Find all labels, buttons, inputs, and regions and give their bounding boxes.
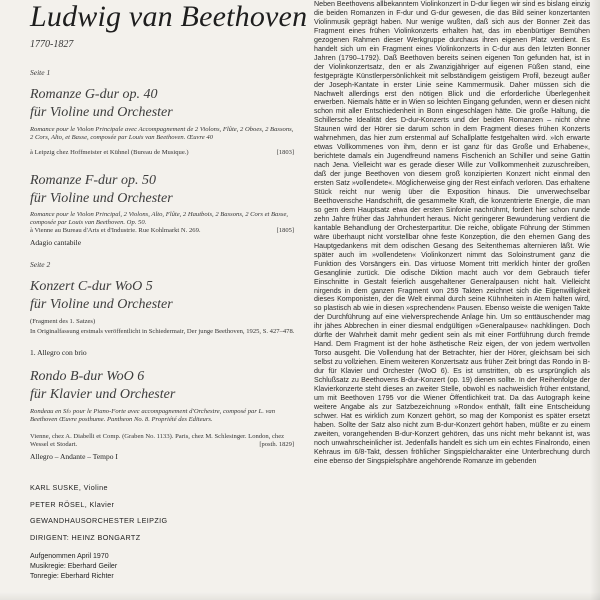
work-3-title: Konzert C-dur WoO 5 — [30, 279, 153, 294]
side-1-label: Seite 1 — [30, 68, 51, 77]
work-4-subtitle: für Klavier und Orchester — [30, 387, 176, 402]
work-4-tempo: Allegro – Andante – Tempo I — [30, 452, 118, 461]
performer-piano: PETER RÖSEL, Klavier — [30, 500, 115, 509]
work-4-note: Rondeau en Si♭ pour le Piano-Forte avec accompagnement d'Orchestre, composé par L. van Beethoven Œuvre posthume. Pantheon No. 8. Propriété des Editeurs. — [30, 408, 276, 423]
work-3-edition-note: In Originalfassung erstmals veröffentlicht in Schiedermair, Der junge Beethoven, 1925, S. 427–478. — [30, 328, 295, 335]
essay-column — [314, 0, 590, 600]
work-4-year: [posth. 1829] — [259, 441, 294, 448]
work-2-tempo: Adagio cantabile — [30, 238, 82, 247]
work-4-publisher: Vienne, chez A. Diabelli et Comp. (Graben No. 1133). Paris, chez M. Schlesinger. London, chez Wessel et Stodart. — [30, 433, 285, 448]
work-1-title: Romanze G-dur op. 40 — [30, 87, 158, 102]
work-2-subtitle: für Violine und Orchester — [30, 191, 173, 206]
work-3-fragment-note: (Fragment des 1. Satzes) — [30, 318, 96, 325]
performer-conductor: DIRIGENT: HEINZ BONGARTZ — [30, 533, 141, 542]
composer-dates: 1770-1827 — [30, 39, 74, 50]
work-2-publisher: à Vienne au Bureau d'Arts et d'Industrie. Rue Kohlmarkt N. 269. — [30, 227, 201, 234]
work-1-note: Romance pour le Violon Principale avec Accompagnement de 2 Violons, Flûte, 2 Oboes, 2 Bassons, 2 Cors, Alto, et Basse, composée par Louis van Beethoven. Œuvre 40 — [30, 126, 294, 141]
recording-date: Aufgenommen April 1970 — [30, 553, 109, 560]
work-1-subtitle: für Violine und Orchester — [30, 105, 173, 120]
work-3-tempo: 1. Allegro con brio — [30, 348, 87, 357]
work-2-title: Romanze F-dur op. 50 — [30, 173, 156, 188]
composer-name: Ludwig van Beethoven — [30, 0, 308, 33]
sound-engineer-credit: Tonregie: Eberhard Richter — [30, 573, 114, 580]
performer-violin: KARL SUSKE, Violine — [30, 483, 108, 492]
work-2-year: [1805] — [276, 227, 294, 234]
work-4-title: Rondo B-dur WoO 6 — [30, 369, 145, 384]
side-2-label: Seite 2 — [30, 260, 51, 269]
work-1-year: [1803] — [276, 149, 294, 156]
essay-text: Neben Beethovens allbekanntem Violinkonzert in D-dur liegen wir sind es bislang einzig die beiden Romanzen in F-dur und G-dur gewesen, die das Bild seiner konzertanten Violinmusik geprägt haben. Nur wenige wußten, daß sich aus der Bonner Zeit das Fragment eines frühen Violinkonzerts erhalten hat, das im ebenbürtiger Bemühen gezogenen Rahmen dieser Werkgruppe durchaus ihren eigenen Platz verdient. Es handelt sich um ein Fragment eines Violinkonzerts in C-dur aus den letzten Bonner Jahren (1790–1792). Daß Beethoven bereits seinen eigenen Ton gefunden hat, ist in der Violinkonzertsatz, den er als Zwanzigjähriger auf eigenen Füßen stand, eine festgeprägte Künstlerpersönlichkeit mit selbständigem geistigem Profil, bezeugt außer der Joseph-Kantate in erster Linie seine Kammermusik. Daher müssen sich die Nachwelt allerdings erst den nötigen Blick und die erforderliche Überlegenheit erwerben. Niemals hätte er in Wien so leichten Eingang gefunden, wenn er diesen nicht schon mit aller Entschiedenheit in Bonn eingeschlagen hätte. Die große Haltung, die Schillersche Idealität des D-dur-Konzerts und der beiden Romanzen – nicht ohne Staunen wird der Hörer sie darum schon in dem Fragment dieses frühen Konzerts wahrnehmen, das hier zum erstenmal auf Schallplatte festgehalten wird. »Ich erwarte etwas Vollkommenes von ihm, denn er ist ganz für das Große und Erhabene«, berichtete damals ein Jugendfreund namens Fischenich an Schiller und seine Gattin nach Jena. Vielleicht war es gerade dieser Wille zur Vollkommenheit zuzuschreiben, daß der junge Beethoven von diesem groß konzipierten Konzert nicht einmal den ersten Satz »vollendete«. Möglicherweise ging der Rest einfach verloren. Das erhaltene Stück reicht nur wenig über die Exposition hinaus. Die unverwechselbar Beethovensche Handschrift, die gesammelte Kraft, die konzentrierte Energie, die man so gern dem Hauptsatz etwa der ersten Sinfonie nachrühmt, fordert hier schon runde zehn Jahre früher das Jahrhundert heraus. Nicht geringerer Bewunderung verdient die kantable Behandlung der Orchesterpartitur. Die reiche, obligate Führung der Stimmen wäre überhaupt nicht vorstellbar ohne feste Konzeption, die den ehernen Gang des Hauptgedankens mit dem odischen Gesang des Seitenthemas alternieren läßt. Wie später auch im »vollendeten« Violinkonzert nimmt das Soloinstrument ganz die Funktion des Vorsängers ein. Das virtuose Moment tritt merklich hinter der großen Gesanglinie zurück. Die odische Diktion macht auch vor dem Gebrauch tiefer Einschnitte in Gestalt feierlich ausgehaltener Generalpausen nicht halt. Vielleicht nirgends in dem ganzen Fragment von 259 Takten zeichnet sich die Eigenwilligkeit dieses Komponisten, der die Welt einmal durch seine Kühnheiten in Atem halten wird, so plastisch ab wie in diesen »sprechenden« Pausen. Ebenso weiste die wenigen Takte der Durchführung auf eine vielversprechende Anlage hin. Um so enttäuschender mag ihr jähes Abbrechen in einer diesmal endgültigen »Generalpause« nachklingen. Doch dürfte der Wahrheit damit mehr gedient sein als mit einer Fortführung durch fremde Hand. Dem Fragment ist der hohe ästhetische Reiz eigen, der von jedem wertvollen Torso ausgeht. Die Vollendung hat der Betrachter, hier der Hörer, gleichsam bei sich selbst zu vollziehen. Einem weiteren Konzertsatz aus früher Zeit bringt das Rondo in B-dur für Klavier und Orchester (WoO 6). Es ist umstritten, ob es ursprünglich als Schlußsatz zu Beethovens B-dur-Konzert (op. 19) dienen sollte. In der Reihenfolge der Klavierkonzerte steht dieses an zweiter Stelle, obwohl es nachweislich früher entstand, um mit Beethoven 1795 vor die Wiener Öffentlichkeit trat. Da das Autograph keine weitere Angabe als zur Satzbezeichnung »Rondo« enthält, fällt eine Entscheidung schwer. Hat es wirklich zum Konzert gehört, so mag der Komponist es später ersetzt haben. Sollte der Satz also nicht zum B-dur-Konzert gehört haben, müßte er zu einem zweiten, vorangehenden B-dur-Konzert gehören, das uns nicht mehr bekannt ist, was noch unwahrscheinlicher ist. Jedenfalls handelt es sich um ein echtes Finalrondo, einen Kehraus im 6/8-Takt, dessen fröhlicher Singspielcharakter eine Unterbrechung durch eine ebenso der Singspielsphäre angehörende Romanze im gebenden — [314, 0, 590, 465]
performer-orchestra: GEWANDHAUSORCHESTER LEIPZIG — [30, 516, 168, 525]
page-edge-shadow — [590, 0, 600, 600]
work-3-subtitle: für Violine und Orchester — [30, 297, 173, 312]
page-bottom-shadow — [0, 592, 600, 600]
work-1-publisher: à Leipzig chez Hoffmeister et Kühnel (Bureau de Musique.) — [30, 149, 189, 156]
music-director-credit: Musikregie: Eberhard Geiler — [30, 563, 118, 570]
work-2-note: Romance pour le Violon Principal, 2 Violons, Alto, Flûte, 2 Hautbois, 2 Bassons, 2 Cors et Basse, composée par Louis van Beethoven. Op. 50. — [30, 211, 289, 226]
